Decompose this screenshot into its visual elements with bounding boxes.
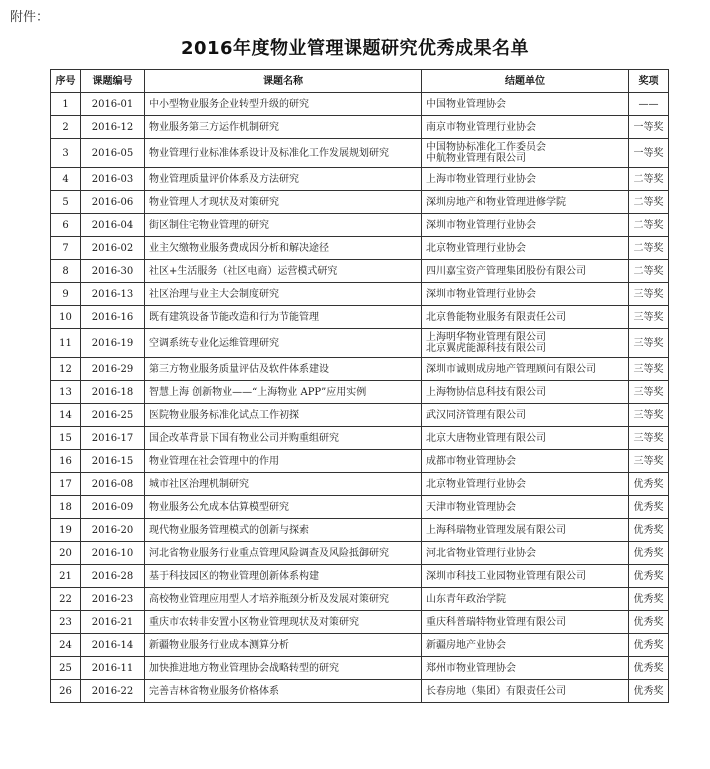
row-topic: 加快推进地方物业管理协会战略转型的研究: [145, 657, 422, 680]
row-award: 一等奖: [629, 116, 669, 139]
row-code: 2016-18: [81, 381, 145, 404]
table-row: [51, 381, 669, 404]
row-topic: 基于科技园区的物业管理创新体系构建: [145, 565, 422, 588]
row-index: 2: [51, 116, 81, 139]
row-award: 三等奖: [629, 427, 669, 450]
table-row: [51, 565, 669, 588]
row-award: 三等奖: [629, 404, 669, 427]
header-award: 奖项: [629, 70, 669, 93]
unit-line: 武汉同济管理有限公司: [426, 409, 526, 421]
row-code: 2016-11: [81, 657, 145, 680]
row-index: 20: [51, 542, 81, 565]
unit-line: 北京翼虎能源科技有限公司: [426, 343, 546, 354]
table-row: [51, 450, 669, 473]
row-award: 优秀奖: [629, 657, 669, 680]
row-award: 优秀奖: [629, 611, 669, 634]
table-row: [51, 191, 669, 214]
table-row: [51, 496, 669, 519]
row-topic: 城市社区治理机制研究: [145, 473, 422, 496]
unit-line: 深圳市物业管理行业协会: [426, 288, 536, 300]
table-row: [51, 542, 669, 565]
row-award: 一等奖: [629, 139, 669, 168]
header-topic: 课题名称: [145, 70, 422, 93]
table-row: [51, 358, 669, 381]
row-unit: [422, 680, 629, 703]
annex-label: 附件：: [10, 10, 50, 25]
row-topic: 智慧上海 创新物业——“上海物业 APP”应用实例: [145, 381, 422, 404]
row-code: 2016-22: [81, 680, 145, 703]
row-award: 优秀奖: [629, 634, 669, 657]
row-topic: 社区治理与业主大会制度研究: [145, 283, 422, 306]
row-code: 2016-01: [81, 93, 145, 116]
unit-line: 上海科瑞物业管理发展有限公司: [426, 524, 566, 536]
row-index: 13: [51, 381, 81, 404]
results-table: [50, 69, 669, 703]
row-topic: 物业服务公允成本估算模型研究: [145, 496, 422, 519]
row-topic: 物业管理人才现状及对策研究: [145, 191, 422, 214]
row-index: 6: [51, 214, 81, 237]
table-header-row: [51, 70, 669, 93]
row-topic: 物业管理在社会管理中的作用: [145, 450, 422, 473]
row-award: 优秀奖: [629, 565, 669, 588]
row-topic: 物业管理质量评价体系及方法研究: [145, 168, 422, 191]
row-topic: 空调系统专业化运维管理研究: [145, 329, 422, 358]
unit-line: 深圳市物业管理行业协会: [426, 219, 536, 231]
row-unit: [422, 214, 629, 237]
table-row: [51, 588, 669, 611]
row-code: 2016-04: [81, 214, 145, 237]
table-row: [51, 657, 669, 680]
table-body: [51, 93, 669, 703]
row-award: 三等奖: [629, 306, 669, 329]
table-row: [51, 139, 669, 168]
unit-line: 南京市物业管理行业协会: [426, 121, 536, 133]
row-unit: [422, 93, 629, 116]
row-code: 2016-16: [81, 306, 145, 329]
row-award: 二等奖: [629, 191, 669, 214]
row-topic: 第三方物业服务质量评估及软件体系建设: [145, 358, 422, 381]
row-award: 二等奖: [629, 214, 669, 237]
unit-line: 山东青年政治学院: [426, 593, 506, 605]
row-code: 2016-25: [81, 404, 145, 427]
row-topic: 中小型物业服务企业转型升级的研究: [145, 93, 422, 116]
row-unit: [422, 306, 629, 329]
row-topic: 现代物业服务管理模式的创新与探索: [145, 519, 422, 542]
table-row: [51, 680, 669, 703]
row-unit: [422, 404, 629, 427]
row-topic: 国企改革背景下国有物业公司并购重组研究: [145, 427, 422, 450]
row-award: 二等奖: [629, 168, 669, 191]
row-topic: 业主欠缴物业服务费成因分析和解决途径: [145, 237, 422, 260]
row-award: 三等奖: [629, 381, 669, 404]
row-unit: [422, 634, 629, 657]
row-unit: [422, 565, 629, 588]
row-topic: 社区+生活服务（社区电商）运营模式研究: [145, 260, 422, 283]
row-code: 2016-02: [81, 237, 145, 260]
table-row: [51, 634, 669, 657]
row-unit: [422, 427, 629, 450]
table-row: [51, 427, 669, 450]
unit-line: 北京大唐物业管理有限公司: [426, 432, 546, 444]
row-topic: 新疆物业服务行业成本测算分析: [145, 634, 422, 657]
row-award: 三等奖: [629, 283, 669, 306]
table-row: [51, 611, 669, 634]
row-index: 19: [51, 519, 81, 542]
unit-line: 北京鲁能物业服务有限责任公司: [426, 311, 566, 323]
unit-line: 重庆科普瑞特物业管理有限公司: [426, 616, 566, 628]
row-unit: [422, 191, 629, 214]
row-code: 2016-03: [81, 168, 145, 191]
table-row: [51, 329, 669, 358]
row-index: 21: [51, 565, 81, 588]
row-unit: [422, 116, 629, 139]
row-code: 2016-10: [81, 542, 145, 565]
unit-line: 中航物业管理有限公司: [426, 153, 526, 164]
row-topic: 医院物业服务标准化试点工作初探: [145, 404, 422, 427]
unit-line: 上海明华物业管理有限公司: [426, 332, 546, 343]
row-award: 二等奖: [629, 237, 669, 260]
row-code: 2016-12: [81, 116, 145, 139]
page-title: 2016年度物业管理课题研究优秀成果名单: [180, 38, 530, 59]
table-row: [51, 404, 669, 427]
row-topic: 河北省物业服务行业重点管理风险调查及风险抵御研究: [145, 542, 422, 565]
row-code: 2016-20: [81, 519, 145, 542]
row-index: 25: [51, 657, 81, 680]
row-unit: [422, 611, 629, 634]
table-row: [51, 519, 669, 542]
unit-line: 长春房地（集团）有限责任公司: [426, 685, 566, 697]
row-topic: 完善吉林省物业服务价格体系: [145, 680, 422, 703]
row-award: 优秀奖: [629, 496, 669, 519]
table-row: [51, 214, 669, 237]
row-award: 三等奖: [629, 358, 669, 381]
row-unit: [422, 329, 629, 358]
table-row: [51, 306, 669, 329]
row-award: 优秀奖: [629, 473, 669, 496]
row-unit: [422, 519, 629, 542]
row-topic: 物业服务第三方运作机制研究: [145, 116, 422, 139]
row-index: 22: [51, 588, 81, 611]
row-unit: [422, 542, 629, 565]
row-topic: 物业管理行业标准体系设计及标准化工作发展规划研究: [145, 139, 422, 168]
row-code: 2016-05: [81, 139, 145, 168]
row-index: 12: [51, 358, 81, 381]
row-unit: [422, 168, 629, 191]
row-code: 2016-15: [81, 450, 145, 473]
row-award: 二等奖: [629, 260, 669, 283]
unit-line: 中国物协标准化工作委员会: [426, 142, 546, 153]
row-unit: [422, 473, 629, 496]
table-row: [51, 237, 669, 260]
table-row: [51, 283, 669, 306]
row-unit: [422, 450, 629, 473]
row-unit: [422, 237, 629, 260]
row-index: 4: [51, 168, 81, 191]
row-unit: [422, 381, 629, 404]
unit-line: 深圳市诚则成房地产管理顾问有限公司: [426, 363, 596, 375]
row-index: 17: [51, 473, 81, 496]
row-index: 8: [51, 260, 81, 283]
unit-line: 北京物业管理行业协会: [426, 478, 526, 490]
header-index: 序号: [51, 70, 81, 93]
row-code: 2016-29: [81, 358, 145, 381]
unit-line: 四川嘉宝资产管理集团股份有限公司: [426, 265, 586, 277]
row-index: 26: [51, 680, 81, 703]
row-topic: 街区制住宅物业管理的研究: [145, 214, 422, 237]
table-row: [51, 168, 669, 191]
row-code: 2016-21: [81, 611, 145, 634]
row-index: 18: [51, 496, 81, 519]
row-index: 1: [51, 93, 81, 116]
row-unit: [422, 283, 629, 306]
row-index: 5: [51, 191, 81, 214]
row-unit: [422, 260, 629, 283]
unit-line: 新疆房地产业协会: [426, 639, 506, 651]
table-row: [51, 116, 669, 139]
row-index: 14: [51, 404, 81, 427]
unit-line: 北京物业管理行业协会: [426, 242, 526, 254]
row-index: 23: [51, 611, 81, 634]
row-award: 三等奖: [629, 329, 669, 358]
row-index: 3: [51, 139, 81, 168]
row-unit: [422, 496, 629, 519]
row-code: 2016-23: [81, 588, 145, 611]
row-index: 7: [51, 237, 81, 260]
row-award: 优秀奖: [629, 519, 669, 542]
unit-line: 上海物协信息科技有限公司: [426, 386, 546, 398]
row-code: 2016-19: [81, 329, 145, 358]
row-award: ——: [629, 93, 669, 116]
unit-line: 郑州市物业管理协会: [426, 662, 516, 674]
row-code: 2016-09: [81, 496, 145, 519]
unit-line: 深圳房地产和物业管理进修学院: [426, 196, 566, 208]
unit-line: 河北省物业管理行业协会: [426, 547, 536, 559]
row-code: 2016-06: [81, 191, 145, 214]
row-index: 9: [51, 283, 81, 306]
row-unit: [422, 657, 629, 680]
row-code: 2016-28: [81, 565, 145, 588]
row-award: 优秀奖: [629, 542, 669, 565]
table-row: [51, 93, 669, 116]
row-award: 三等奖: [629, 450, 669, 473]
unit-line: 天津市物业管理协会: [426, 501, 516, 513]
row-code: 2016-13: [81, 283, 145, 306]
header-code: 课题编号: [81, 70, 145, 93]
row-index: 24: [51, 634, 81, 657]
unit-line: 上海市物业管理行业协会: [426, 173, 536, 185]
unit-line: 成都市物业管理协会: [426, 455, 516, 467]
header-unit: 结题单位: [422, 70, 629, 93]
row-unit: [422, 139, 629, 168]
row-unit: [422, 358, 629, 381]
row-award: 优秀奖: [629, 588, 669, 611]
row-code: 2016-14: [81, 634, 145, 657]
row-topic: 高校物业管理应用型人才培养瓶颈分析及发展对策研究: [145, 588, 422, 611]
row-index: 10: [51, 306, 81, 329]
table-row: [51, 260, 669, 283]
row-index: 15: [51, 427, 81, 450]
unit-line: 深圳市科技工业园物业管理有限公司: [426, 570, 586, 582]
row-index: 11: [51, 329, 81, 358]
row-unit: [422, 588, 629, 611]
row-code: 2016-08: [81, 473, 145, 496]
row-index: 16: [51, 450, 81, 473]
row-award: 优秀奖: [629, 680, 669, 703]
row-topic: 既有建筑设备节能改造和行为节能管理: [145, 306, 422, 329]
table-row: [51, 473, 669, 496]
row-code: 2016-30: [81, 260, 145, 283]
unit-line: 中国物业管理协会: [426, 98, 506, 110]
row-code: 2016-17: [81, 427, 145, 450]
row-topic: 重庆市农转非安置小区物业管理现状及对策研究: [145, 611, 422, 634]
